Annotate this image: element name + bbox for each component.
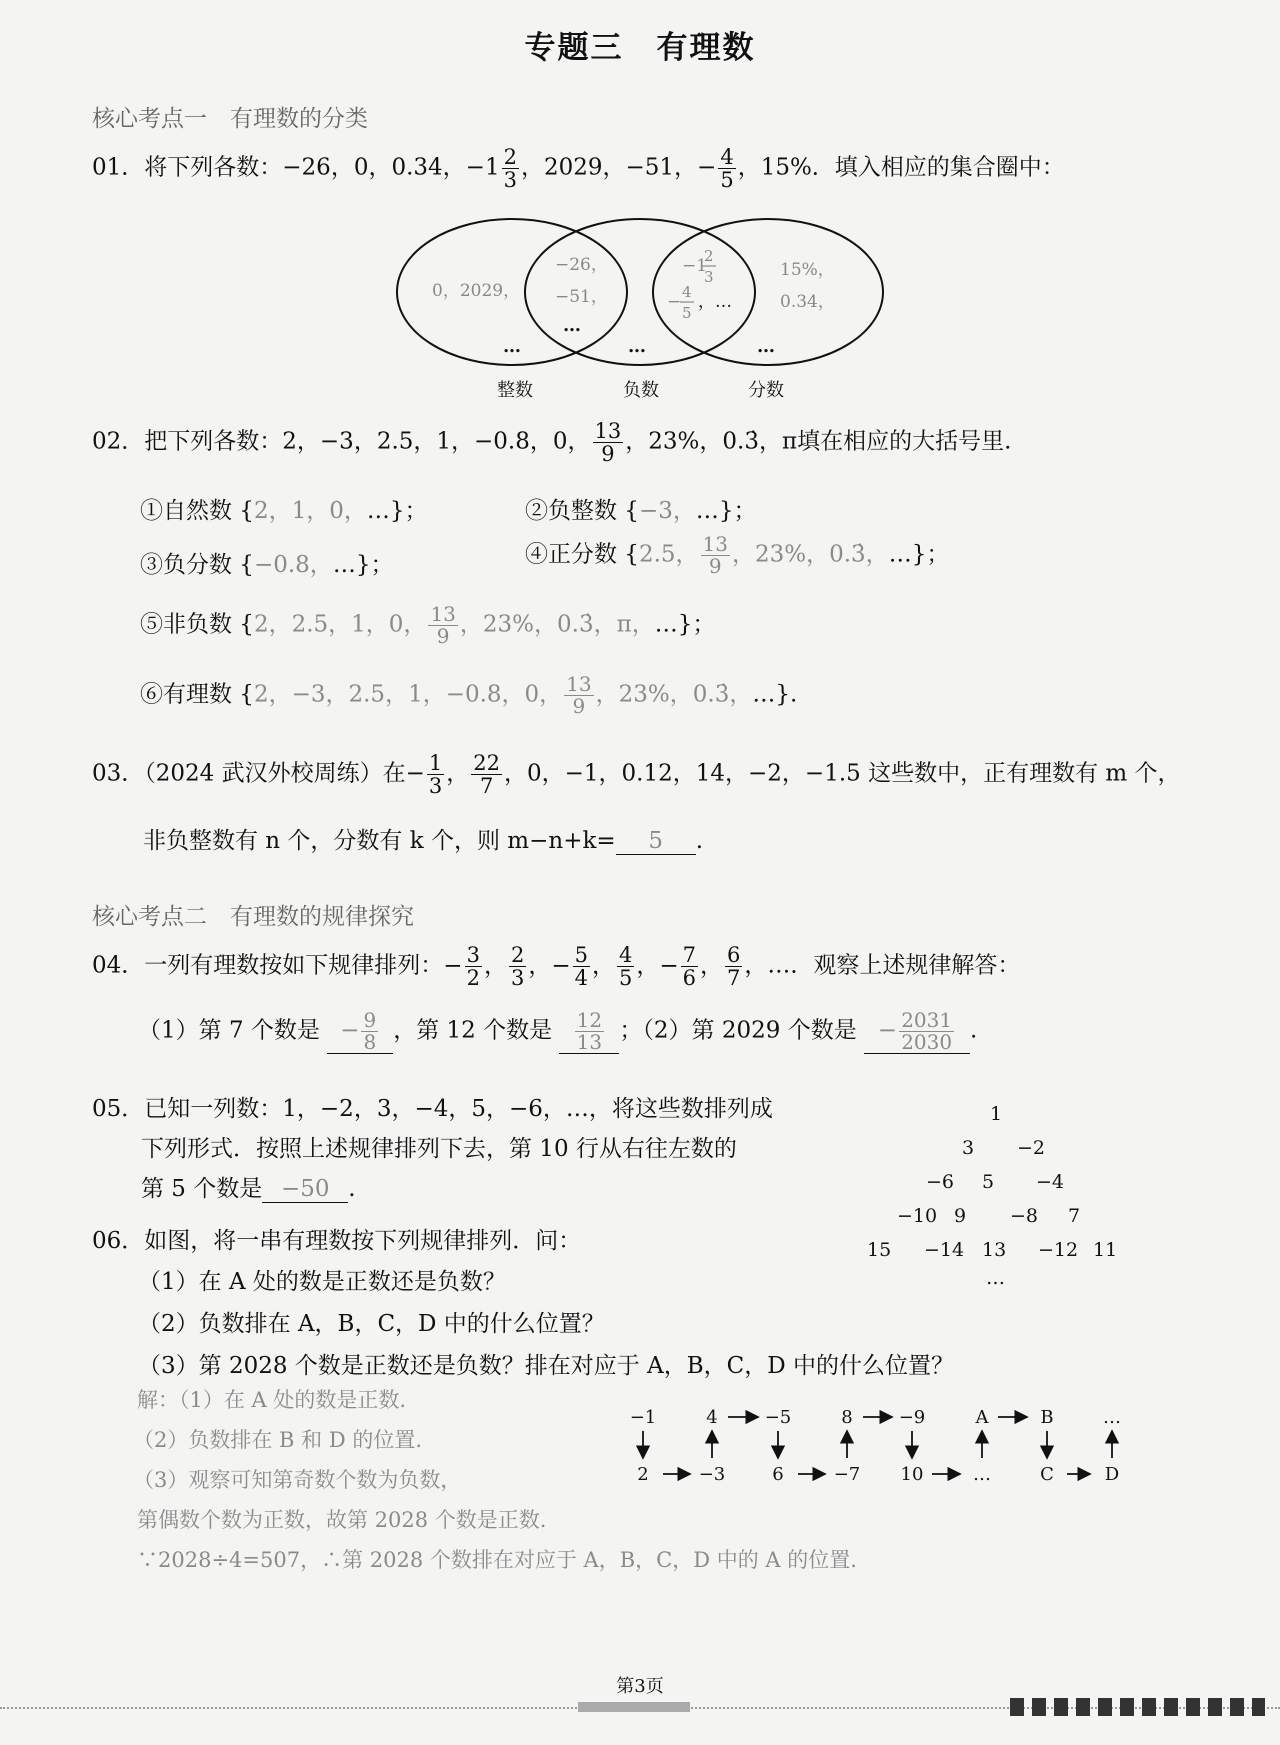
diagram-label: … bbox=[1103, 1407, 1121, 1428]
diagram-label: −1 bbox=[629, 1407, 657, 1428]
answer-blank-2: $\frac{12}{13}$ bbox=[559, 1010, 619, 1054]
sequence-fraction: $\frac{4}{5}$ bbox=[618, 943, 633, 991]
svg-text:4: 4 bbox=[682, 283, 692, 301]
diagram-label: C bbox=[1040, 1464, 1054, 1485]
triangle-number: 1 bbox=[990, 1103, 1003, 1125]
svg-text:5: 5 bbox=[682, 304, 692, 322]
triangle-number: −14 bbox=[924, 1239, 965, 1261]
svg-text:…: … bbox=[757, 336, 775, 357]
answer-blank-3: − $\frac{2031}{2030}$ bbox=[864, 1010, 970, 1054]
diagram-label: D bbox=[1104, 1464, 1120, 1485]
label-integer: 整数 bbox=[497, 380, 533, 401]
triangle-number: 7 bbox=[1068, 1205, 1081, 1227]
triangle-number: −12 bbox=[1038, 1239, 1079, 1261]
question-number: 05． bbox=[92, 1096, 145, 1122]
answer-blank-1: − $\frac{9}{8}$ bbox=[327, 1010, 393, 1054]
footer-bar bbox=[578, 1702, 690, 1712]
sequence-fraction: $\frac{5}{4}$ bbox=[574, 943, 588, 991]
question-04-answers: （1）第 7 个数是 − $\frac{9}{8}$ ，第 12 个数是 $\frac{12}{13}$ ；（2）第 2029 个数是 − $\frac{2031}{2030}$ . bbox=[138, 1008, 978, 1054]
question-number: 02． bbox=[92, 428, 145, 455]
arrow-diagram bbox=[620, 1400, 1140, 1500]
question-number: 03． bbox=[92, 760, 145, 787]
question-number: 04． bbox=[92, 952, 145, 979]
section-heading-1: 核心考点一 有理数的分类 bbox=[92, 106, 368, 132]
svg-text:…: … bbox=[503, 336, 521, 357]
question-06-part1: （1）在 A 处的数是正数还是负数？ bbox=[138, 1269, 506, 1295]
q02-negative-integers: ②负整数 {−3，…}； bbox=[525, 498, 757, 524]
venn-c-1: 15%， bbox=[780, 260, 835, 280]
q02-rational: ⑥有理数 {2，−3，2.5，1，−0.8，0， $\frac{13}{9}$ ，23%，0.3̇，…}. bbox=[140, 672, 798, 718]
question-02: 02．把下列各数：2，−3，2.5，1，−0.8，0， $\frac{13}{9}$ ，23%，0.3̇，π填在相应的大括号里. bbox=[92, 419, 1012, 467]
triangle-number: −6 bbox=[926, 1171, 955, 1193]
page-title: 专题三 有理数 bbox=[524, 30, 756, 66]
question-03: 03．（2024 武汉外校周练）在− $\frac{1}{3}$ ， $\frac{22}{7}$ ，0，−1，0.12，14，−2，−1.5 这些数中，正有理数有 m 个， bbox=[92, 751, 1181, 799]
svg-text:3: 3 bbox=[704, 268, 714, 286]
venn-ab-2: −51， bbox=[555, 287, 608, 307]
triangle-number: −8 bbox=[1010, 1205, 1039, 1227]
venn-diagram bbox=[395, 215, 885, 410]
page-number: 第3页 bbox=[616, 1676, 664, 1697]
triangle-number: 3 bbox=[962, 1137, 975, 1159]
sign: − bbox=[551, 952, 571, 979]
diagram-label: −5 bbox=[764, 1407, 792, 1428]
triangle-number: 13 bbox=[982, 1239, 1007, 1261]
triangle-number: … bbox=[986, 1267, 1005, 1289]
question-06-part3: （3）第 2028 个数是正数还是负数？排在对应于 A，B，C，D 中的什么位置？ bbox=[138, 1353, 954, 1379]
question-05-line1: 05．已知一列数：1，−2，3，−4，5，−6，…，将这些数排列成 bbox=[92, 1096, 773, 1122]
diagram-label: −3 bbox=[698, 1464, 726, 1485]
question-04: 04．一列有理数按如下规律排列：− $\frac{3}{2}$ ， $\frac{2}{3}$ ，− $\frac{5}{4}$ ， $\frac{4}{5}$ ，− $\frac{7}{6}$ ， $\frac{6}{7}$ ，…．观察上述规律解答： bbox=[92, 943, 1021, 991]
sign: − bbox=[659, 952, 679, 979]
sign: − bbox=[443, 952, 463, 979]
section-heading-2: 核心考点二 有理数的规律探究 bbox=[92, 904, 414, 930]
diagram-label: 4 bbox=[706, 1407, 718, 1428]
sequence-fraction: $\frac{7}{6}$ bbox=[682, 943, 696, 991]
question-06-part2: （2）负数排在 A，B，C，D 中的什么位置？ bbox=[138, 1311, 605, 1337]
q02-negative-fractions: ③负分数 {−0.8，…}； bbox=[140, 552, 394, 578]
venn-c-2: 0.34， bbox=[780, 292, 835, 312]
fraction: $\frac{13}{9}$ bbox=[594, 419, 622, 467]
question-01: 01．将下列各数：−26，0，0.34，−1 $\frac{2}{3}$ ，2029，−51，− $\frac{4}{5}$ ，15%．填入相应的集合圈中： bbox=[92, 145, 1065, 193]
label-fraction: 分数 bbox=[748, 380, 784, 401]
fraction: $\frac{2}{3}$ bbox=[503, 145, 517, 193]
svg-text:…: … bbox=[628, 336, 646, 357]
question-06-line1: 06．如图，将一串有理数按下列规律排列．问： bbox=[92, 1228, 582, 1254]
venn-bc-1: −1 bbox=[682, 256, 708, 276]
venn-a-only: 0，2029， bbox=[432, 281, 521, 301]
triangle-number: −4 bbox=[1036, 1171, 1065, 1193]
diagram-label: 10 bbox=[900, 1464, 924, 1485]
diagram-label: 6 bbox=[772, 1464, 784, 1485]
triangle-number: −2 bbox=[1017, 1137, 1046, 1159]
diagram-label: A bbox=[975, 1407, 989, 1428]
svg-text:2: 2 bbox=[704, 247, 714, 265]
venn-bc-2: − bbox=[667, 292, 682, 312]
answer-blank: −50 bbox=[262, 1176, 348, 1203]
triangle-number: 15 bbox=[867, 1239, 892, 1261]
venn-ab-1: −26， bbox=[555, 255, 608, 275]
question-05-line3: 第 5 个数是 −50 . bbox=[141, 1176, 356, 1202]
triangle-number: 5 bbox=[982, 1171, 995, 1193]
triangle-number: −10 bbox=[897, 1205, 938, 1227]
diagram-label: B bbox=[1040, 1407, 1054, 1428]
sequence-fraction: $\frac{3}{2}$ bbox=[466, 943, 480, 991]
footer-blocks bbox=[1010, 1698, 1265, 1716]
solution-line-5: ∵2028÷4=507，∴第 2028 个数排在对应于 A，B，C，D 中的 A 的位置. bbox=[137, 1548, 857, 1572]
diagram-label: −7 bbox=[833, 1464, 861, 1485]
svg-text:，…: ，… bbox=[698, 292, 732, 312]
sequence: − $\frac{3}{2}$ ， $\frac{2}{3}$ ，− $\frac{5}{4}$ ， $\frac{4}{5}$ ，− $\frac{7}{6}$ ， $\frac{6}{7}$ bbox=[443, 943, 741, 991]
solution-line-2: （2）负数排在 B 和 D 的位置. bbox=[133, 1428, 423, 1452]
solution-line-4: 第偶数个数为正数，故第 2028 个数是正数. bbox=[137, 1508, 547, 1532]
answer-blank: 5 bbox=[616, 828, 696, 855]
diagram-label: 2 bbox=[637, 1464, 649, 1485]
q02-nonnegative: ⑤非负数 {2，2.5，1，0， $\frac{13}{9}$ ，23%，0.3̇，π，…}； bbox=[140, 602, 716, 648]
question-number: 06． bbox=[92, 1228, 145, 1254]
sequence-fraction: $\frac{6}{7}$ bbox=[727, 943, 741, 991]
diagram-label: 8 bbox=[841, 1407, 853, 1428]
solution-line-3: （3）观察可知第奇数个数为负数， bbox=[133, 1468, 462, 1492]
diagram-label: −9 bbox=[898, 1407, 926, 1428]
question-05-line2: 下列形式．按照上述规律排列下去，第 10 行从右往左数的 bbox=[141, 1136, 737, 1162]
question-number: 01． bbox=[92, 154, 145, 181]
q02-natural-numbers: ①自然数 {2，1，0，…}； bbox=[140, 498, 428, 524]
triangle-number: 11 bbox=[1093, 1239, 1118, 1261]
label-negative: 负数 bbox=[623, 380, 659, 401]
fraction: $\frac{4}{5}$ bbox=[720, 145, 734, 193]
sequence-fraction: $\frac{2}{3}$ bbox=[510, 943, 525, 991]
question-03-line2: 非负整数有 n 个，分数有 k 个，则 m−n+k= 5 . bbox=[143, 828, 703, 854]
triangle-number: 9 bbox=[954, 1205, 967, 1227]
svg-text:…: … bbox=[563, 315, 581, 336]
solution-line-1: 解：（1）在 A 处的数是正数. bbox=[137, 1388, 407, 1412]
q02-positive-fractions: ④正分数 {2.5， $\frac{13}{9}$ ，23%，0.3̇，…}； bbox=[525, 532, 950, 578]
diagram-label: … bbox=[973, 1464, 991, 1485]
